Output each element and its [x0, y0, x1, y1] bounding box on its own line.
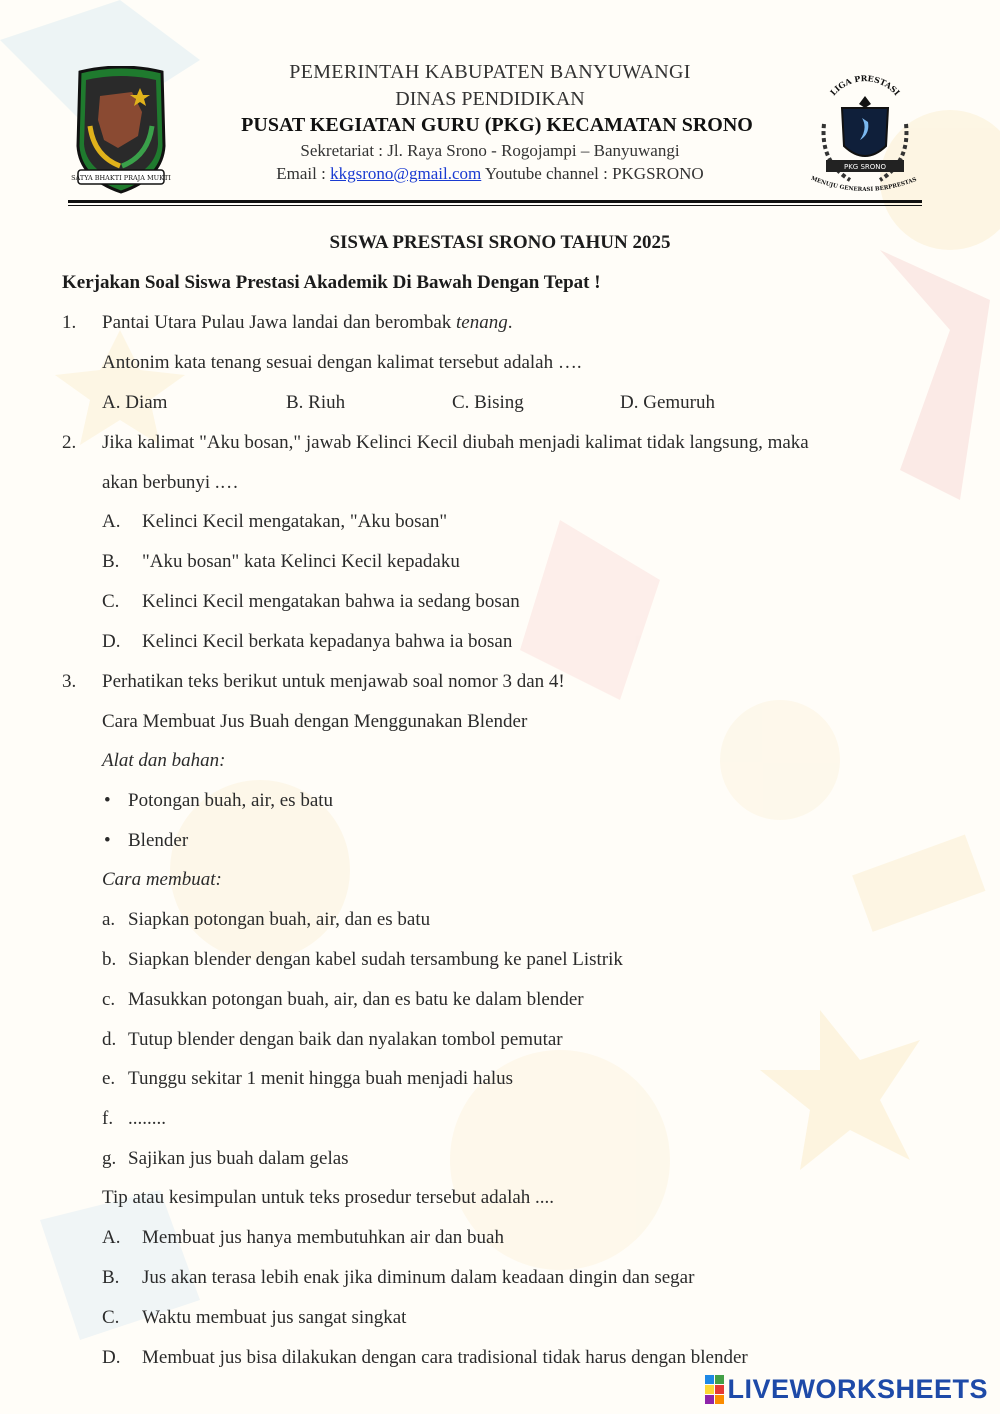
q2-option-a-letter: A.	[102, 511, 121, 532]
step-letter: e.	[102, 1068, 116, 1089]
question-2-text-line1: Jika kalimat "Aku bosan," jawab Kelinci Kecil diubah menjadi kalimat tidak langsung, maka	[102, 432, 809, 453]
q3-option-c-letter: C.	[102, 1307, 120, 1328]
page-title: SISWA PRESTASI SRONO TAHUN 2025	[329, 232, 671, 253]
step-letter: c.	[102, 989, 116, 1010]
question-3-intro: Perhatikan teks berikut untuk menjawab soal nomor 3 dan 4!	[102, 671, 565, 692]
step-letter: a.	[102, 909, 116, 930]
tool-item: Blender	[128, 830, 189, 851]
logo-bottom-text: MENUJU GENERASI BERPRESTAS	[809, 175, 918, 194]
seal-motto: SATYA BHAKTI PRAJA MUKTI	[71, 174, 171, 182]
letterhead-rule-thin	[68, 205, 922, 206]
q2-option-d[interactable]: Kelinci Kecil berkata kepadanya bahwa ia bosan	[142, 631, 513, 652]
step-letter: g.	[102, 1148, 117, 1169]
q3-option-b[interactable]: Jus akan terasa lebih enak jika diminum dalam keadaan dingin dan segar	[142, 1267, 695, 1288]
letterhead-address: Sekretariat : Jl. Raya Srono - Rogojampi – Banyuwangi	[300, 141, 680, 160]
bullet: •	[104, 790, 111, 811]
q3-option-b-letter: B.	[102, 1267, 120, 1288]
q1-text-before: Pantai Utara Pulau Jawa landai dan berombak	[102, 312, 457, 333]
q3-option-c[interactable]: Waktu membuat jus sangat singkat	[142, 1307, 407, 1328]
bullet: •	[104, 830, 111, 851]
youtube-label: Youtube channel : PKGSRONO	[481, 164, 704, 183]
tools-heading: Alat dan bahan:	[102, 750, 226, 771]
letterhead-line2: DINAS PENDIDIKAN	[395, 88, 585, 110]
email-label: Email :	[276, 164, 331, 183]
logo-top-text: LIGA PRESTASI	[827, 73, 903, 98]
email-link[interactable]: kkgsrono@gmail.com	[330, 164, 482, 183]
question-number-3: 3.	[62, 671, 77, 692]
procedure-text-title: Cara Membuat Jus Buah dengan Menggunakan Blender	[102, 711, 528, 732]
banyuwangi-seal-logo	[70, 66, 172, 196]
q3-option-a-letter: A.	[102, 1227, 121, 1248]
instruction: Kerjakan Soal Siswa Prestasi Akademik Di Bawah Dengan Tepat !	[62, 272, 601, 293]
step-text: Sajikan jus buah dalam gelas	[128, 1148, 349, 1169]
question-number-2: 2.	[62, 432, 77, 453]
letterhead-rule-thick	[68, 200, 922, 203]
step-letter: b.	[102, 949, 117, 970]
step-text: Siapkan potongan buah, air, dan es batu	[128, 909, 431, 930]
q1-option-b[interactable]: B. Riuh	[286, 392, 346, 413]
liveworksheets-brand[interactable]	[705, 1372, 988, 1406]
step-letter: f.	[102, 1108, 114, 1129]
step-text: Tunggu sekitar 1 menit hingga buah menjadi halus	[128, 1068, 514, 1089]
question-2-text-line2: akan berbunyi .…	[102, 472, 239, 493]
liga-prestasi-logo	[806, 62, 924, 198]
step-letter: d.	[102, 1029, 117, 1050]
step-text: Siapkan blender dengan kabel sudah tersambung ke panel Listrik	[128, 949, 623, 970]
q2-option-d-letter: D.	[102, 631, 121, 652]
q1-option-d[interactable]: D. Gemuruh	[620, 392, 715, 413]
letterhead-line1: PEMERINTAH KABUPATEN BANYUWANGI	[289, 61, 691, 83]
q3-option-d[interactable]: Membuat jus bisa dilakukan dengan cara tradisional tidak harus dengan blender	[142, 1347, 748, 1368]
q2-option-b[interactable]: "Aku bosan" kata Kelinci Kecil kepadaku	[142, 551, 460, 572]
steps-heading: Cara membuat:	[102, 869, 222, 890]
q1-option-a[interactable]: A. Diam	[102, 392, 168, 413]
q1-text-italic: tenang	[456, 312, 508, 333]
question-3-prompt: Tip atau kesimpulan untuk teks prosedur tersebut adalah ....	[102, 1187, 555, 1208]
liveworksheets-logo-icon	[705, 1375, 724, 1404]
q1-option-c[interactable]: C. Bising	[452, 392, 524, 413]
letterhead-contact	[180, 165, 800, 188]
question-number-1: 1.	[62, 312, 77, 333]
q3-option-a[interactable]: Membuat jus hanya membutuhkan air dan buah	[142, 1227, 504, 1248]
q2-option-a[interactable]: Kelinci Kecil mengatakan, "Aku bosan"	[142, 511, 448, 532]
svg-text:LIGA PRESTASI	[828, 73, 902, 97]
logo-ribbon-text: PKG SRONO	[843, 163, 887, 171]
step-text: Masukkan potongan buah, air, dan es batu ke dalam blender	[128, 989, 584, 1010]
q2-option-c-letter: C.	[102, 591, 120, 612]
question-1-text	[102, 312, 513, 334]
q2-option-c[interactable]: Kelinci Kecil mengatakan bahwa ia sedang bosan	[142, 591, 520, 612]
letterhead	[180, 62, 800, 188]
tool-item: Potongan buah, air, es batu	[128, 790, 334, 811]
question-1-prompt: Antonim kata tenang sesuai dengan kalimat tersebut adalah ….	[102, 352, 582, 373]
q2-option-b-letter: B.	[102, 551, 120, 572]
letterhead-line3: PUSAT KEGIATAN GURU (PKG) KECAMATAN SRONO	[241, 114, 753, 136]
q3-option-d-letter: D.	[102, 1347, 121, 1368]
liveworksheets-wordmark: LIVEWORKSHEETS	[727, 1373, 988, 1404]
step-text: Tutup blender dengan baik dan nyalakan tombol pemutar	[128, 1029, 563, 1050]
step-text-blank: ........	[128, 1108, 166, 1129]
q1-text-after: .	[507, 312, 513, 333]
